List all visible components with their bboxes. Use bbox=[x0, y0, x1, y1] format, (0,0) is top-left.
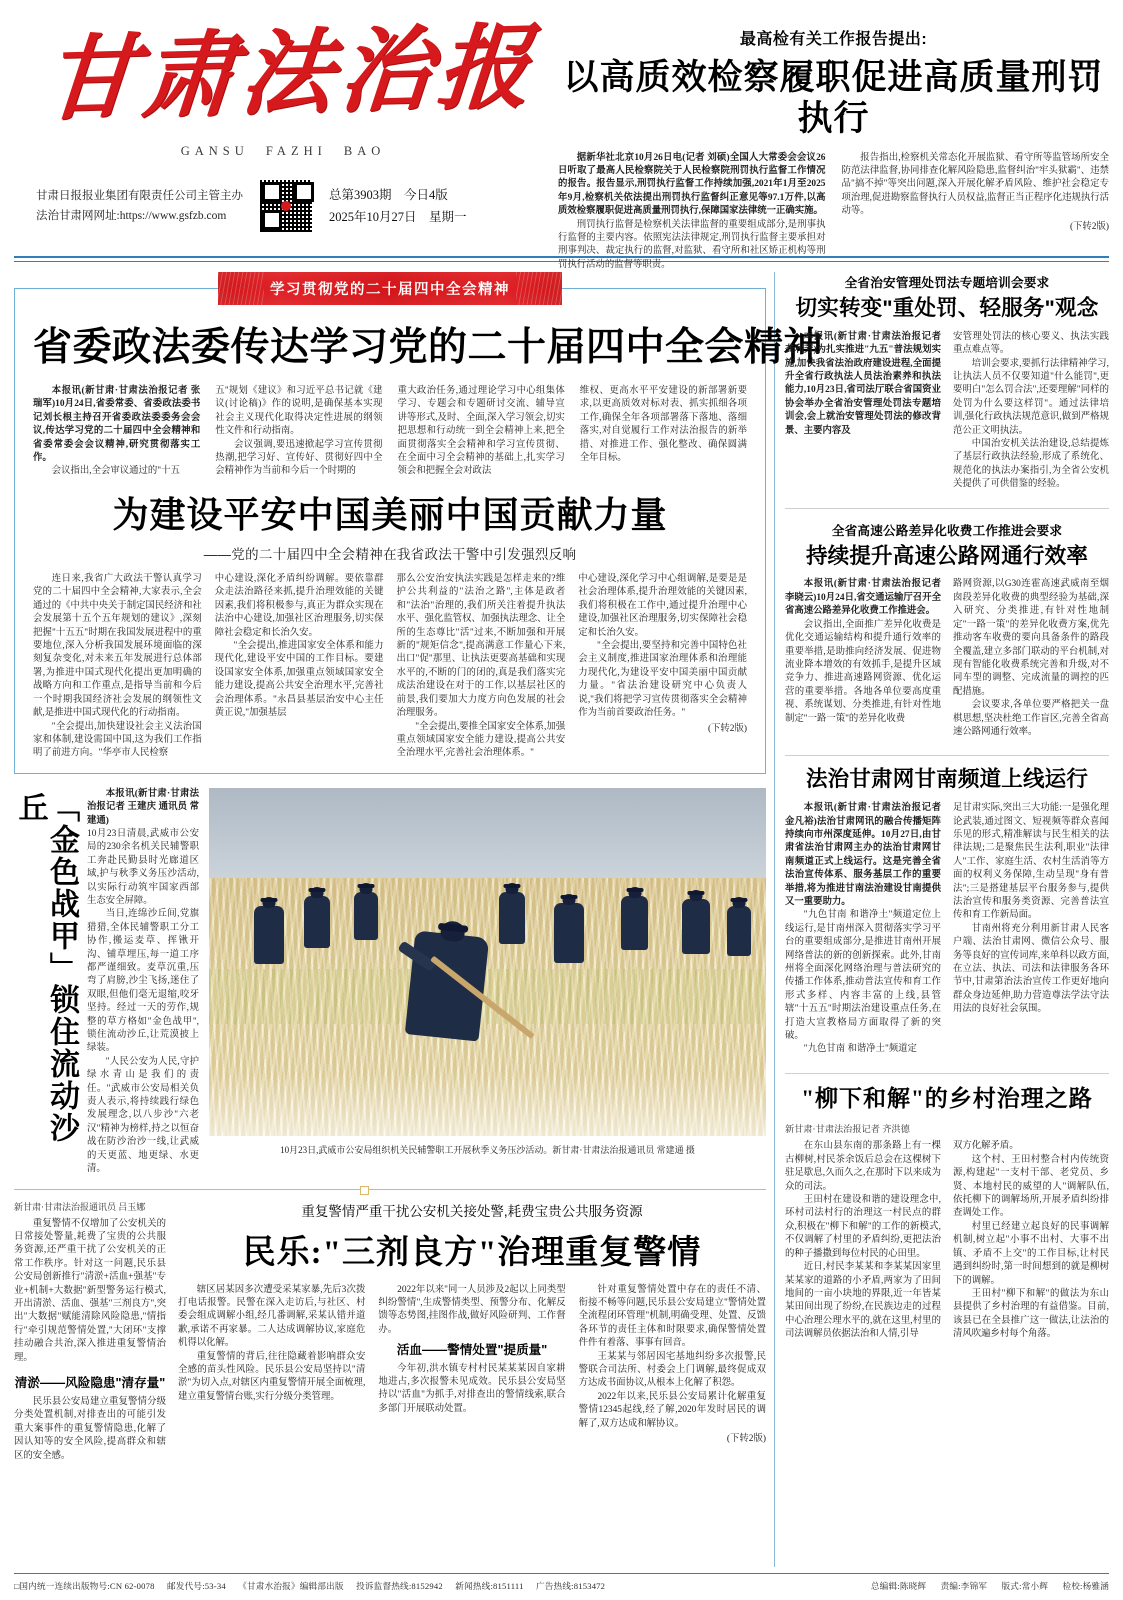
footer-proofreader: 检校:杨雅涵 bbox=[1062, 1581, 1109, 1591]
qr-code-icon[interactable] bbox=[259, 179, 313, 233]
sidebar-article-3 bbox=[785, 767, 1109, 1057]
sidebar-1-c2-p2: 培训会要求,要抓行法律精神学习,让执法人员不仅要知道"什么能罚",更要明白"怎么罚合法",还要理解"同样的处罚为什么要这样罚"。通过法律培训,强化行政执法规范意识,做到严格规范公正文明执法。 bbox=[953, 358, 1109, 436]
main-content-grid bbox=[14, 272, 1109, 1567]
right-sidebar bbox=[785, 272, 1109, 1567]
sidebar-2-c1-p1: 本报讯(新甘肃·甘肃法治报记者 李晓云)10月24日,省交通运输厅召开全省高速公路差异化收费工作推进会。 bbox=[785, 579, 941, 617]
sidebar-1-col-2 bbox=[953, 331, 1109, 492]
footer-row bbox=[14, 1580, 1109, 1592]
top-story-kicker: 最高检有关工作报告提出: bbox=[739, 31, 928, 48]
feature-b4-p1: 中心建设,深化学习中心组调解,是要是是社会治理体系,提升治理效能的关键因素,我们将积极在工作中,通过提升治理中心建设,加强社区治理服务,切实保障社会稳定和长治久安。 bbox=[578, 574, 747, 638]
bottom-story-jump[interactable]: (下转2版) bbox=[726, 1433, 766, 1444]
bottom-story-columns bbox=[178, 1284, 766, 1447]
sidebar-3-c2-p2: 甘南州将充分利用新甘肃人民客户端、法治甘肃网、微信公众号、服务等良好的宣传词库,来单科以政方面,在立法、执法、司法和法律服务各环节中,甘肃第治法治宣传工作更好地向群众身边延伸,助力营造尊法学法守法用法的良好社会氛围。 bbox=[953, 923, 1109, 1015]
newspaper-logo-title: 甘肃法治报 bbox=[40, 16, 540, 132]
feature-c1-p2: 会议指出,全会审议通过的"十五 bbox=[51, 466, 180, 477]
feature-b-col-3 bbox=[397, 573, 566, 761]
bottom-c2-p2: 今年初,洪水镇专村村民某某某因自家耕地进占,多次报警未见成效。民乐县公安局坚持以"活血"为抓手,对排查出的警情线索,联合多部门开展联动处置。 bbox=[378, 1363, 566, 1414]
feature-col-3 bbox=[398, 385, 565, 479]
feature-c1-p1: 本报讯(新甘肃·甘肃法治报记者 张瑞军)10月24日,省委常委、省委政法委书记刘长根主持召开省委政法委委务会会议,传达学习党的二十届四中全会精神和省委常委会会议精神,研究贯彻落实工作。 bbox=[33, 386, 201, 464]
masthead-issue-info bbox=[329, 184, 467, 228]
footer-ad-hotline: 广告热线:8153472 bbox=[535, 1581, 606, 1591]
feature-b2-p2: "全会提出,推进国家安全体系和能力现代化,建设平安中国的工作目标。要建设国家安全体系,加强重点领域国家安全能力建设,提高公共安全治理水平,完善社会治理体系。"永昌县基层治安中心主任黄正说,"加强基层 bbox=[214, 641, 384, 719]
footer-editor-in-chief: 总编辑:陈晓辉 bbox=[870, 1581, 927, 1591]
sidebar-1-kicker: 全省治安管理处罚法专题培训会要求 bbox=[844, 276, 1050, 290]
bottom-col-3 bbox=[579, 1284, 766, 1447]
sidebar-4-col-2 bbox=[953, 1140, 1109, 1341]
top-story-p1: 据新华社北京10月26日电(记者 刘硕)全国人大常委会会议26日听取了最高人民检察院关于人民检察院刑罚执行监督工作情况的报告。报告显示,刑罚执行监督工作持续加强,2021年1月至2025年9月,检察机关依法提出刑罚执行监督纠正意见等97.1万件,以高质效检察履职促进高质量刑罚执行,保障国家法律统一正确实施。 bbox=[558, 152, 826, 217]
footer-complaint-hotline: 投诉监督热线:8152942 bbox=[356, 1581, 443, 1591]
footer-left-info bbox=[14, 1580, 615, 1592]
bottom-c2-p1: 2022年以来"同一人员涉及2起以上同类型纠纷警情",生成警情类型、预警分布、化解反馈等态势图,挂图作战,做好风险研判、工作督办。 bbox=[378, 1284, 566, 1335]
sidebar-2-headline[interactable]: 持续提升高速公路网通行效率 bbox=[805, 543, 1089, 568]
top-story-p3: 报告指出,检察机关常态化开展监狱、看守所等监管场所安全防范法律监督,协同排查化解风险隐患,监督纠治"牢头狱霸"、违禁品"搞不掉"等突出问题,深入开展化解矛盾风险、维护社会稳定专项治理,促进勘察监督执行人员权益,监督正当正程序化违规执行活动等。 bbox=[841, 152, 1109, 217]
feature-b3-p1: 那么公安治安执法实践是怎样走来的?维护公共利益的"法治之路",主体是政者和"法治"治理的,我们所关注着提升执法水平、强化监管权、加强执法理念、让全所的生态尊比"活"过来,不断加强和开展新的"规矩信念",提高满意工作量心下来,出口"促"那里、让执法更要高基础和实现水平的,不断的门的闭的,真是我们落实完成法治建设在对于的工作,以基层社区的前景,我们要加大力度方向色发展的社会治理服务。 bbox=[396, 574, 566, 719]
sidebar-4-c2-p4: 王田村"柳下和解"的做法为东山县提供了乡村治理的有益借鉴。目前,该县已在全县推广这一做法,让法治的清风吹遍乡村每个角落。 bbox=[953, 1288, 1109, 1340]
sidebar-4-headline[interactable]: "柳下和解"的乡村治理之路 bbox=[801, 1085, 1093, 1111]
sidebar-2-columns bbox=[785, 578, 1109, 739]
gold-divider bbox=[14, 1189, 766, 1190]
page-count: 今日4版 bbox=[404, 187, 448, 202]
sidebar-3-c2-p1: 足甘肃实际,突出三大功能:一是强化理论武装,通过图文、短视频等群众喜闻乐见的形式,精准解读与民生相关的法律法规;二是聚焦民生法利,职业"法律人"工作、家庭生活、农村生活消等方面的权利义务保障,生动呈现"身有普法";三是搭建基层平台服务参与,提供法治宣传和服务类资源、完善普法宣传和育工作新局面。 bbox=[953, 803, 1109, 921]
sidebar-3-col-2 bbox=[953, 802, 1109, 1057]
bottom-story-sublabel-2: 活血——警情处置"提质量" bbox=[396, 1343, 548, 1358]
sidebar-3-c1-p3: "九色甘南 和谐净土"频道定 bbox=[803, 1044, 917, 1055]
sidebar-1-columns bbox=[785, 331, 1109, 492]
photo-story-p2: 当日,连绵沙丘间,党旗猎猎,全体民辅警职工分工协作,搬运麦草、挥锹开沟、铺草埋压,每一道工序都严谨细致。麦草沉重,压弯了肩膀,沙尘飞扬,迷住了双眼,但他们毫无退缩,咬牙坚持。经过一天的劳作,规整的草方格如"金色战甲",锁住流动沙丘,让荒漠披上绿装。 bbox=[87, 909, 199, 1054]
feature-b2-p1: 中心建设,深化矛盾纠纷调解。要依靠群众走法治路径来抓,提升治理效能的关键因素,我们将积极参与,真正为群众实现在法治中心建设,加强社区治理服务,切实保障社会稳定和长治久安。 bbox=[214, 574, 384, 638]
photo-story-block bbox=[14, 788, 766, 1177]
feature-headline-1[interactable]: 省委政法委传达学习党的二十届四中全会精神 bbox=[33, 326, 824, 369]
sidebar-article-2 bbox=[785, 520, 1109, 740]
sidebar-2-c1-p2: 会议指出,全面推广差异化收费是优化交通运输结构和提升通行效率的重要举措,是助推向经济发展、促进物流业降本增效的有效抓手,是提升区域竞争力、推进高速路网资源、优化运营的重要举措。各地各单位要高度重视、系统谋划、分类推进,有针对性地制定"一路一策"的差异化收费 bbox=[785, 619, 941, 724]
sidebar-3-c1-p2: "九色甘南 和谐净土"频道定位上线运行,是甘南州深入贯彻落实学习平台的重要组成部分,是推进甘南州开展网络普法的新的创新探索。此外,甘南州将全面深化网络治理与普法研究的传播工作体系,推动普法宣传和育工作形式多样、内容丰富的上线,县管辖"十五五"时期法治建设重点任务,在打造大宣教格局方面取得了新的突破。 bbox=[785, 910, 941, 1042]
sponsor-line-1: 甘肃日报报业集团有限责任公司主管主办 bbox=[36, 189, 243, 202]
feature-col-4 bbox=[580, 385, 747, 479]
masthead-right-story bbox=[552, 22, 1109, 272]
footer-right-credits bbox=[859, 1580, 1109, 1592]
photo-bottom-fade bbox=[209, 1073, 766, 1136]
feature-red-banner: 学习贯彻党的二十届四中全会精神 bbox=[218, 272, 562, 305]
photo-column bbox=[209, 788, 766, 1177]
publish-date: 2025年10月27日 bbox=[329, 209, 417, 224]
feature-b1-p1: 连日来,我省广大政法干警认真学习党的二十届四中全会精神,大家表示,全会通过的《中共中央关于制定国民经济和社会发展第十五个五年规划的建议》,深刻把握"十五五"时期在我国发展进程中的重要地位,深入分析我国发展环境面临的深刻复杂变化,对未来五年发展进行总体部署,为推进中国式现代化提出更加明确的战略方向和工作重点,是指导当前和今后一个时期我国经济社会发展的纲领性文献,是推进中国式现代化的行动指南。 bbox=[33, 574, 202, 719]
sidebar-4-c2-p3: 村里已经建立起良好的民事调解机制,树立起"小事不出村、大事不出镇、矛盾不上交"的工作目标,让村民遇到纠纷时,第一时间想到的就是柳树下的调解。 bbox=[953, 1221, 1109, 1286]
news-photo[interactable] bbox=[209, 788, 766, 1136]
sidebar-4-c1-p3: 近日,村民李某某和李某某因家里某某家的道路的小矛盾,两家为了田间地间的一亩小块地的界限,近一年皆某某田间出现了纷纷,在民族边走的过程中心治理公理水平的,就在这里,村里的司法调解员依据法治和人情,引导 bbox=[785, 1262, 941, 1340]
sidebar-separator-1 bbox=[785, 508, 1109, 509]
bottom-col-2 bbox=[378, 1284, 565, 1447]
sidebar-article-4 bbox=[785, 1085, 1109, 1342]
qr-center-dot bbox=[281, 201, 291, 211]
sidebar-3-c1-p1: 本报讯(新甘肃·甘肃法治报记者 金凡裕)法治甘肃网讯的融合传播矩阵持续向市州深度延伸。10月27日,由甘肃省法治甘肃网主办的法治甘肃网甘南频道正式上线运行。这是完善全省法治宣传体系、服务基层工作的重要举措,将为推进甘南法治建设甘南提供又一重要助力。 bbox=[785, 803, 941, 907]
sidebar-3-columns bbox=[785, 802, 1109, 1057]
bottom-left-p1: 重复警情不仅增加了公安机关的日常接处警量,耗费了宝贵的公共服务资源,还严重干扰了公安机关的正常工作秩序。针对这一问题,民乐县公安局创新推行"清淤+活血+强基"专业+机制+大数据"新型警务运行模式,开出清淤、活血、强基"三剂良方",突出"大数据"赋能清除风险隐患,"情指行"牵引规范警情处置,"大闭环"支撑挂动融合共治,深入推进重复警情治理。 bbox=[14, 1218, 166, 1363]
footer-divider bbox=[14, 1573, 1109, 1574]
sidebar-2-c2-p2: 会议要求,各单位要严格把关一盘棋思想,坚决杜绝工作盲区,完善全省高速公路网通行效率。 bbox=[953, 700, 1109, 737]
date-line bbox=[329, 206, 467, 228]
feature-b4-p2: "全会提出,要坚持和完善中国特色社会主义制度,推进国家治理体系和治理能力现代化,为建设平安中国美丽中国贡献力量。"省法治建设研究中心负责人说,"我们将把学习宣传贯彻落实全会精神作为当前首要政治任务。" bbox=[578, 641, 747, 719]
feature-box bbox=[14, 288, 824, 774]
sponsor-website[interactable]: 法治甘肃网网址:https://www.gsfzb.com bbox=[36, 209, 227, 222]
feature-col-1 bbox=[33, 385, 200, 479]
vertical-column-divider bbox=[774, 272, 775, 1567]
sidebar-2-kicker: 全省高速公路差异化收费工作推进会要求 bbox=[831, 523, 1063, 538]
bottom-story-byline: 新甘肃·甘肃法治报通讯员 吕玉娜 bbox=[14, 1201, 146, 1212]
photo-figure-main bbox=[404, 930, 488, 1041]
sidebar-2-c2-p1: 路网资源,以G30连霍高速武威南至烟囱段差异化收费的典型经验为基础,深入研究、分类推进,有针对性地制定"一路一策"的差异化收费方案,优先推动客车收费的要向具备条件的路段全覆盖,建立多部门联动的平台机制,对现有智能化收费系统完善和升级,对不同车型的调整、完成流量的调控的匹配措施。 bbox=[953, 579, 1109, 697]
photo-figure-8 bbox=[727, 906, 751, 956]
weekday: 星期一 bbox=[429, 209, 467, 224]
photo-figure-7 bbox=[682, 899, 710, 954]
photo-story-p3: "人民公安为人民,守护绿水青山是我们的责任。"武威市公安局相关负责人表示,将持续践行绿色发展理念,以八步沙"六老汉"精神为榜样,持之以恒奋战在防沙治沙一线,让武威的天更蓝、地更绿、水更清。 bbox=[87, 1056, 199, 1175]
feature-c3-p1: 重大政治任务,通过理论学习中心组集体学习、专题会和专题研讨交流、辅导宣讲等形式,及时、全面,深入学习领会,切实把思想和行动统一到全会精神上来,把全面贯彻落实全会精神和学习宣传贯彻、在全面中习全会精神的基础上,扎实学习领会和把握全会对政法 bbox=[397, 386, 565, 477]
left-zone bbox=[13, 272, 824, 1567]
footer-news-hotline: 新闻热线:8151111 bbox=[455, 1581, 524, 1591]
photo-sky bbox=[209, 788, 766, 885]
feature-col-2 bbox=[215, 385, 382, 479]
sidebar-4-columns bbox=[785, 1140, 1109, 1341]
photo-figure-5 bbox=[554, 903, 584, 963]
feature-b-col-1 bbox=[33, 573, 202, 761]
footer-issn: □国内统一连续出版物号:CN 62-0078 bbox=[14, 1581, 155, 1591]
feature-headline-2[interactable]: 为建设平安中国美丽中国贡献力量 bbox=[112, 493, 668, 535]
sidebar-3-headline[interactable]: 法治甘肃网甘南频道上线运行 bbox=[805, 767, 1089, 792]
feature-subhead-2: ——党的二十届四中全会精神在我省政法干警中引发强烈反响 bbox=[203, 547, 577, 563]
photo-figure-2 bbox=[304, 896, 330, 948]
sidebar-1-headline[interactable]: 切实转变"重处罚、轻服务"观念 bbox=[795, 296, 1099, 320]
top-story-jump[interactable]: (下转2版) bbox=[1069, 221, 1109, 232]
sidebar-separator-2 bbox=[785, 755, 1109, 756]
sidebar-3-col-1 bbox=[785, 802, 941, 1057]
bottom-c3-p3: 2022年以来,民乐县公安局累计化解重复警情12345起线,经了解,2020年发时居民的调解了,双方达成和解协议。 bbox=[578, 1391, 766, 1429]
top-story-p2: 刑罚执行监督是检察机关法律监督的重要组成部分,是刑事执行监督的主要内容。依照宪法法律规定,刑罚执行监督主要承担对刑事判决、裁定执行的监督,对监狱、看守所和社区矫正机构等刑罚执行活动的监督等职责。 bbox=[558, 219, 826, 270]
feature-b1-p2: "全会提出,加快建设社会主义法治国家和体制,建设需国中国,这为我们工作指明了前进方向。"华亭市人民检察 bbox=[33, 721, 202, 759]
top-story-col-1 bbox=[558, 152, 826, 273]
feature-b3-p2: "全会提出,要推全国家安全体系,加强重点领域国家安全能力建设,提高公共安全治理水平,完善社会治理体系。" bbox=[396, 721, 566, 759]
feature-b-col-4 bbox=[578, 573, 747, 761]
feature-columns-top bbox=[33, 385, 747, 479]
sidebar-separator-3 bbox=[785, 1073, 1109, 1074]
masthead-left bbox=[14, 16, 552, 233]
photo-story-vertical-headline[interactable]: 「金色战甲」锁住流动沙丘 bbox=[13, 791, 78, 1144]
sidebar-1-c1-p1: 本报讯(新甘肃·甘肃法治报记者 龚利芳)为扎实推进"九五"普法规划实施,加快我省法治政府建设进程,全面提升全省行政执法人员法治素养和执法能力,10月23日,省司法厅联合省国资业协会举办全省治安管理处罚法专题培训会,会上就治安管理处罚法的修改背景、主要内容及 bbox=[785, 331, 941, 436]
sidebar-2-col-1 bbox=[785, 578, 941, 739]
page-footer bbox=[14, 1573, 1109, 1592]
sidebar-4-c1-p1: 在东山县东南的那条路上有一棵古柳树,村民茶余饭后总会在这棵树下驻足歇息,久而久之,在那时下以来成为众的司法。 bbox=[785, 1141, 941, 1192]
feature-c2-p2: 会议强调,要迅速掀起学习宣传贯彻热潮,把学习好、宣传好、贯彻好四中全会精神作为当前和今后一个时期的 bbox=[215, 439, 383, 477]
bottom-c1-p2: 重复警情的背后,往往隐藏着影响群众安全感的苗头性风险。民乐县公安局坚持以"清淤"为切入点,对辖区内重复警情开展全面梳理,建立重复警情台账,实行分级分类管理。 bbox=[178, 1351, 366, 1402]
footer-editor: 责编:李锦军 bbox=[940, 1581, 988, 1591]
sidebar-4-col-1 bbox=[785, 1140, 941, 1341]
photo-story-text-col bbox=[87, 788, 199, 1177]
bottom-story-headline[interactable]: 民乐:"三剂良方"治理重复警情 bbox=[242, 1234, 702, 1271]
sidebar-1-c2-p3: 中国治安机关法治建设,总结提炼了基层行政执法经验,形成了系统化、规范化的执法办案指引,为全省公安机关提供了可供借鉴的经验。 bbox=[953, 439, 1109, 490]
top-story-headline[interactable]: 以高质效检察履职促进高质量刑罚执行 bbox=[563, 58, 1104, 139]
feature-c4-p1: 维权、更高水平平安建设的新部署新要求,以更高质效对标对表、抓实抓细各项工作,确保全年各项部署落下落地、落细落实,对自觉履行工作对法治报告的新举措、对推进工作、强化整改、确保圆满全年目标。 bbox=[579, 386, 747, 464]
sidebar-1-col-1 bbox=[785, 331, 941, 492]
feature-c2-p1: 五"规划《建议》和习近平总书记就《建议(讨论稿)》作的说明,是确保基本实现社会主义现代化取得决定性进展的纲领性文件和行动指南。 bbox=[215, 386, 383, 437]
photo-story-p1: 10月23日清晨,武威市公安局的230余名机关民辅警职工奔赴民勤县时光廊道区域,护与秋季义务压沙活动,以实际行动筑牢国家西部生态安全屏障。 bbox=[87, 828, 199, 906]
masthead bbox=[14, 0, 1109, 270]
bottom-left-p2: 民乐县公安局建立重复警情分级分类处置机制,对排查出的可能引发重大案事件的重复警情隐患,化解了因认知等的安全风险,提高群众和辖区的安全感。 bbox=[14, 1396, 166, 1461]
bottom-c3-p1: 针对重复警情处置中存在的责任不清、衔接不畅等问题,民乐县公安局建立"警情处置全流程闭环管理"机制,明确受理、处置、反馈各环节的责任主体和时限要求,确保警情处置件件有着落、事事有回音。 bbox=[578, 1284, 766, 1349]
feature-columns-bottom bbox=[33, 573, 747, 761]
bottom-col-1 bbox=[178, 1284, 365, 1447]
photo-figure-1 bbox=[254, 906, 284, 964]
sidebar-4-c2-p1: 双方化解矛盾。 bbox=[953, 1141, 1019, 1152]
photo-caption: 10月23日,武威市公安局组织机关民辅警职工开展秋季义务压沙活动。新甘肃·甘肃法治报通讯员 常建通 摄 bbox=[280, 1144, 695, 1155]
sidebar-4-byline: 新甘肃·甘肃法治报记者 齐洪德 bbox=[785, 1124, 910, 1135]
bottom-story-left-text bbox=[14, 1218, 166, 1365]
bottom-c1-p1: 辖区居某因多次遭受采某家暴,先后3次拨打电话报警。民警在深入走访后,与社区、村委会组成调解小组,经几番调解,采某认错并道歉,承诺不再家暴。二人达成调解协议,家庭危机得以化解。 bbox=[178, 1284, 366, 1349]
feature-headline-2-wrap bbox=[33, 493, 747, 563]
bottom-story-left-col bbox=[14, 1200, 166, 1464]
top-story-col-2 bbox=[842, 152, 1110, 273]
sidebar-article-1 bbox=[785, 272, 1109, 492]
photo-figure-3 bbox=[354, 892, 378, 940]
photo-story-byline: 本报讯(新甘肃·甘肃法治报记者 王建庆 通讯员 常建通) bbox=[87, 788, 199, 826]
photo-grass-band bbox=[209, 969, 766, 1025]
photo-figure-4 bbox=[499, 892, 525, 944]
footer-postal-code: 邮发代号:53-34 bbox=[167, 1581, 226, 1591]
feature-jump[interactable]: (下转2版) bbox=[707, 723, 747, 734]
issue-number: 总第3903期 bbox=[329, 187, 392, 202]
bottom-story-block bbox=[14, 1200, 766, 1464]
sidebar-4-c1-p2: 王田村在建设和谐的建设理念中,环村司法村行的治理这一村民点的群众,积极在"柳下和解"的工作的新模式,不仅调解了村里的矛盾纠纷,更把法治的种子播撒到每位村民的心田里。 bbox=[785, 1195, 941, 1259]
feature-b-col-2 bbox=[215, 573, 384, 761]
bottom-story-kicker: 重复警情严重干扰公安机关接处警,耗费宝贵公共服务资源 bbox=[301, 1203, 643, 1219]
sidebar-4-c2-p2: 这个村、王田村整合村内传统资源,构建起"一支村干部、老党员、乡贤、本地村民的威望的人"调解队伍,依托柳下的调解场所,开展矛盾纠纷排查调处工作。 bbox=[953, 1154, 1109, 1219]
footer-layout: 版式:常小辉 bbox=[1001, 1581, 1049, 1591]
top-story-columns bbox=[558, 152, 1109, 273]
masthead-meta bbox=[14, 179, 552, 233]
masthead-sponsor bbox=[36, 186, 243, 226]
footer-publisher: 《甘肃水治报》编辑部出版 bbox=[238, 1581, 344, 1591]
newspaper-logo-pinyin: GANSU FAZHI BAO bbox=[180, 143, 386, 158]
issue-line bbox=[329, 184, 467, 206]
bottom-story-left-text-2 bbox=[14, 1396, 166, 1463]
bottom-story-main bbox=[178, 1200, 766, 1464]
bottom-c3-p2: 王某某与邻居因宅基地纠纷多次报警,民警联合司法所、村委会上门调解,最终促成双方达成书面协议,从根本上化解了积怨。 bbox=[578, 1351, 766, 1389]
sidebar-2-col-2 bbox=[953, 578, 1109, 739]
photo-figure-6 bbox=[621, 896, 648, 950]
bottom-story-sublabel-1: 清淤——风险隐患"清存量" bbox=[14, 1375, 166, 1390]
sidebar-1-c2-p1: 安管理处罚法的核心要义、执法实践重点难点等。 bbox=[953, 331, 1109, 356]
